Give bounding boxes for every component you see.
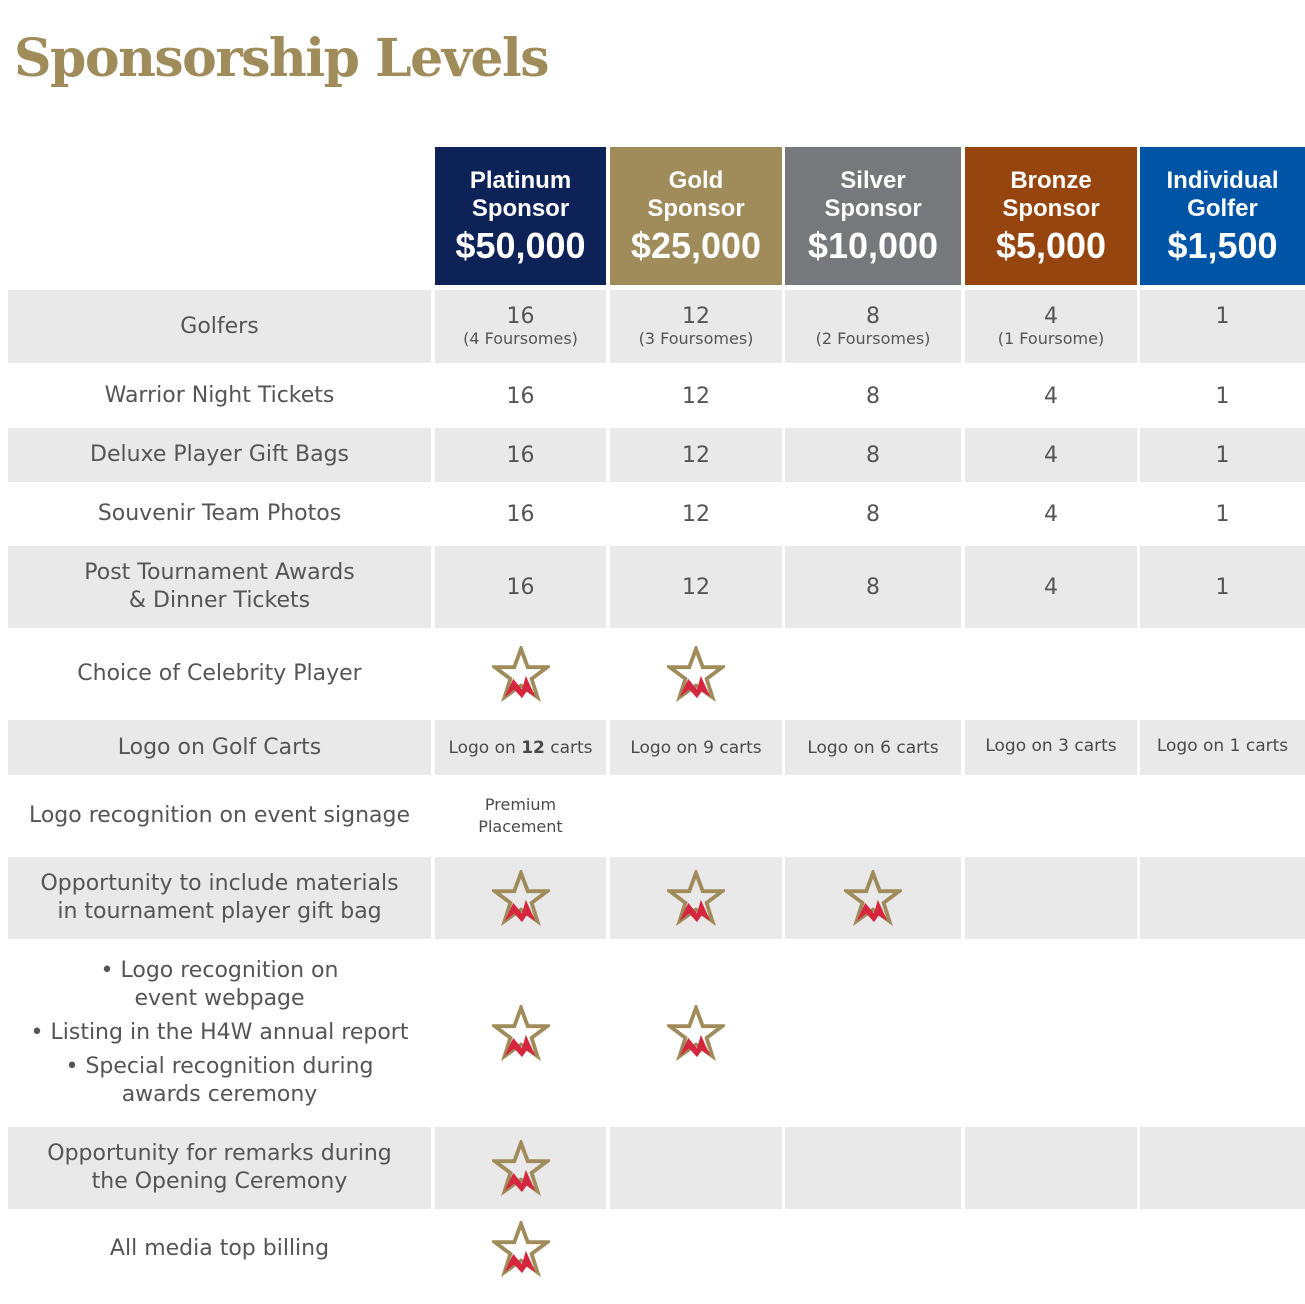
value-cell xyxy=(610,290,782,363)
star-cell xyxy=(785,1127,961,1209)
star-cell xyxy=(965,1212,1137,1286)
row-label: Golfers xyxy=(8,290,431,363)
foursome-count: (3 Foursomes) xyxy=(638,328,754,348)
table-row-remarks xyxy=(0,1127,1305,1209)
level-price: $25,000 xyxy=(630,225,762,266)
row-label xyxy=(8,857,431,939)
value-cell: 8 xyxy=(785,428,961,482)
cart-count: 1 xyxy=(1229,736,1241,756)
star-cell xyxy=(610,632,782,716)
golfer-count: 16 xyxy=(506,303,535,329)
value-cell: 4 xyxy=(1044,501,1058,527)
placement-line: Placement xyxy=(478,817,563,836)
cart-text: carts xyxy=(1068,736,1117,756)
level-name-line2: Sponsor xyxy=(471,195,570,222)
star-cell xyxy=(965,632,1137,716)
star-cell xyxy=(435,857,606,939)
table-row-awards-dinner xyxy=(0,546,1305,628)
level-price: $1,500 xyxy=(1167,225,1278,266)
star-cell xyxy=(965,857,1137,939)
premium-placement xyxy=(435,778,606,853)
cart-logo-cell xyxy=(965,720,1137,775)
star-icon xyxy=(667,1005,725,1061)
star-cell xyxy=(785,943,961,1123)
star-cell xyxy=(785,632,961,716)
cart-text: carts xyxy=(890,737,939,758)
header-silver-sponsor xyxy=(785,147,961,285)
golfer-count: 12 xyxy=(682,303,710,329)
star-icon xyxy=(492,1005,550,1061)
cart-count: 9 xyxy=(703,737,714,758)
star-cell xyxy=(965,1127,1137,1209)
row-label: Choice of Celebrity Player xyxy=(77,661,362,686)
value-cell: 12 xyxy=(682,501,710,527)
cart-text: Logo on xyxy=(1156,736,1230,756)
bullet-webpage-cont: event webpage xyxy=(134,986,305,1011)
value-cell: 8 xyxy=(866,501,880,527)
value-cell: 16 xyxy=(506,501,535,527)
golfer-count: 1 xyxy=(1215,304,1230,329)
cart-count: 6 xyxy=(880,737,891,758)
star-icon xyxy=(492,1221,550,1277)
star-cell xyxy=(1140,943,1305,1123)
star-cell xyxy=(435,632,606,716)
row-label-line: Opportunity for remarks during xyxy=(47,1141,392,1166)
value-cell xyxy=(1140,290,1305,363)
value-cell: 8 xyxy=(866,383,880,409)
value-cell xyxy=(965,290,1137,363)
star-cell xyxy=(785,1212,961,1286)
level-name-line2: Golfer xyxy=(1187,195,1258,222)
star-cell xyxy=(435,943,606,1123)
star-cell xyxy=(1140,1127,1305,1209)
bullet-annual-report: • Listing in the H4W annual report xyxy=(30,1020,409,1045)
cart-count: 12 xyxy=(521,737,545,758)
star-cell xyxy=(610,943,782,1123)
header-gold-sponsor xyxy=(610,147,782,285)
page-title: Sponsorship Levels xyxy=(14,28,549,89)
golfer-count: 4 xyxy=(1043,303,1058,329)
table-row-warrior-night-tickets xyxy=(0,367,1305,425)
cart-logo-cell xyxy=(435,720,606,775)
value-cell: 4 xyxy=(965,546,1137,628)
foursome-count: (2 Foursomes) xyxy=(815,328,931,348)
value-cell: 16 xyxy=(506,383,535,409)
value-cell: 1 xyxy=(1140,546,1305,628)
golfer-count: 8 xyxy=(866,303,880,329)
header-individual-golfer xyxy=(1140,147,1305,285)
star-cell xyxy=(435,1212,606,1286)
star-icon xyxy=(492,1140,550,1196)
level-price: $50,000 xyxy=(455,225,586,266)
cart-text: Logo on xyxy=(630,737,704,758)
star-icon xyxy=(492,646,550,702)
foursome-count: (4 Foursomes) xyxy=(463,328,578,348)
cart-logo-cell xyxy=(785,720,961,775)
table-row-gift-bags xyxy=(0,428,1305,482)
header-bronze-sponsor xyxy=(965,147,1137,285)
level-price: $5,000 xyxy=(995,225,1107,266)
value-cell: 4 xyxy=(965,428,1137,482)
level-name-line2: Sponsor xyxy=(824,195,922,222)
table-row-gift-bag-materials xyxy=(0,857,1305,939)
cart-text: carts xyxy=(1240,736,1289,756)
level-name-line1: Individual xyxy=(1166,167,1279,194)
table-row-team-photos xyxy=(0,485,1305,543)
row-label: Deluxe Player Gift Bags xyxy=(8,428,431,482)
header-platinum-sponsor xyxy=(435,147,606,285)
star-icon xyxy=(844,870,902,926)
row-label-line: the Opening Ceremony xyxy=(91,1169,348,1194)
level-name-line1: Gold xyxy=(668,167,724,194)
star-cell xyxy=(1140,1212,1305,1286)
cart-count: 3 xyxy=(1058,736,1069,756)
star-cell xyxy=(965,943,1137,1123)
table-row-top-billing xyxy=(0,1212,1305,1286)
star-cell xyxy=(1140,632,1305,716)
star-cell xyxy=(610,1127,782,1209)
star-cell xyxy=(435,1127,606,1209)
row-label xyxy=(8,546,431,628)
cart-text: Logo on xyxy=(448,737,522,758)
row-label xyxy=(8,943,431,1123)
bullet-awards: • Special recognition during xyxy=(65,1054,374,1079)
table-row-recognition xyxy=(0,943,1305,1123)
row-label: All media top billing xyxy=(109,1236,330,1261)
value-cell: 1 xyxy=(1215,501,1230,527)
level-name-line1: Bronze xyxy=(1010,167,1092,194)
cart-logo-cell xyxy=(610,720,782,775)
table-row-event-signage xyxy=(0,778,1305,853)
table-row-golf-carts xyxy=(0,720,1305,775)
value-cell: 12 xyxy=(610,428,782,482)
row-label xyxy=(8,1127,431,1209)
row-label-line: & Dinner Tickets xyxy=(128,588,311,613)
foursome-count: (1 Foursome) xyxy=(997,328,1105,348)
table-row-golfers xyxy=(0,290,1305,363)
level-name-line1: Silver xyxy=(840,167,906,194)
value-cell: 16 xyxy=(435,428,606,482)
value-cell: 12 xyxy=(682,383,710,409)
value-cell xyxy=(785,290,961,363)
level-price: $10,000 xyxy=(807,225,939,266)
star-cell xyxy=(1140,857,1305,939)
bullet-webpage: • Logo recognition on xyxy=(100,958,339,983)
premium-line: Premium xyxy=(484,795,557,814)
level-name-line1: Platinum xyxy=(469,167,572,194)
cart-logo-cell xyxy=(1140,720,1305,775)
value-cell: 4 xyxy=(1044,383,1058,409)
level-name-line2: Sponsor xyxy=(647,195,745,222)
star-icon xyxy=(667,870,725,926)
row-label: Warrior Night Tickets xyxy=(104,383,335,408)
cart-text: carts xyxy=(544,737,593,758)
row-label-line: Opportunity to include materials xyxy=(40,871,399,896)
row-label-line: in tournament player gift bag xyxy=(57,899,382,924)
row-label: Souvenir Team Photos xyxy=(97,501,342,526)
star-icon xyxy=(492,870,550,926)
value-cell: 8 xyxy=(785,546,961,628)
bullet-awards-cont: awards ceremony xyxy=(121,1082,318,1107)
star-cell xyxy=(610,857,782,939)
value-cell: 16 xyxy=(435,546,606,628)
value-cell: 1 xyxy=(1215,383,1230,409)
cart-text: Logo on xyxy=(807,737,881,758)
value-cell: 12 xyxy=(610,546,782,628)
value-cell xyxy=(435,290,606,363)
star-icon xyxy=(667,646,725,702)
level-name-line2: Sponsor xyxy=(1002,195,1100,222)
value-cell: 1 xyxy=(1140,428,1305,482)
row-label: Logo on Golf Carts xyxy=(8,720,431,775)
row-label: Logo recognition on event signage xyxy=(28,802,411,828)
cart-text: Logo on xyxy=(985,736,1059,756)
star-cell xyxy=(785,857,961,939)
table-row-celebrity-player xyxy=(0,632,1305,716)
row-label-line: Post Tournament Awards xyxy=(84,560,355,585)
cart-text: carts xyxy=(713,737,762,758)
star-cell xyxy=(610,1212,782,1286)
